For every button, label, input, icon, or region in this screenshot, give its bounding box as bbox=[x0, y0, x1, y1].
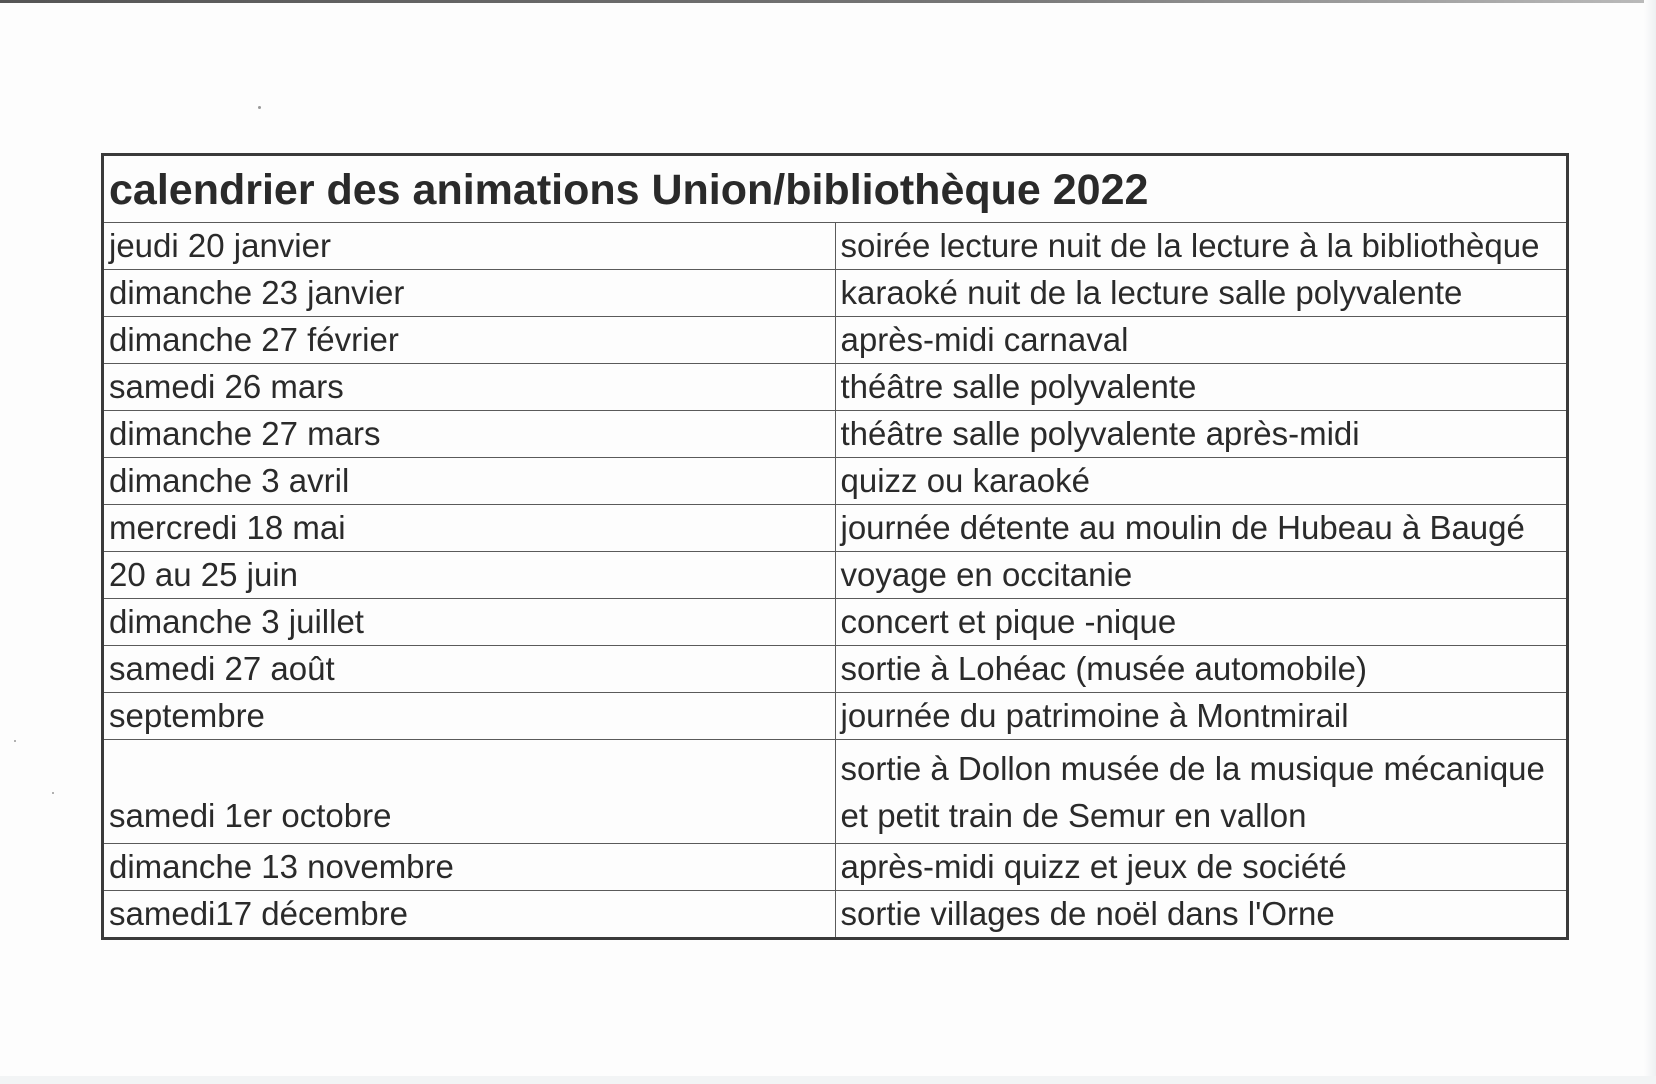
scan-speck bbox=[14, 740, 16, 742]
event-description: soirée lecture nuit de la lecture à la bibliothèque bbox=[835, 223, 1568, 270]
event-description: concert et pique -nique bbox=[835, 599, 1568, 646]
event-date: samedi 1er octobre bbox=[103, 740, 836, 844]
event-date: dimanche 23 janvier bbox=[103, 270, 836, 317]
event-description: sortie à Dollon musée de la musique mécanique et petit train de Semur en vallon bbox=[835, 740, 1568, 844]
event-date: dimanche 27 mars bbox=[103, 411, 836, 458]
event-description: karaoké nuit de la lecture salle polyvalente bbox=[835, 270, 1568, 317]
table-row bbox=[103, 844, 1568, 891]
event-description: quizz ou karaoké bbox=[835, 458, 1568, 505]
event-description: journée du patrimoine à Montmirail bbox=[835, 693, 1568, 740]
event-description: théâtre salle polyvalente bbox=[835, 364, 1568, 411]
event-description: journée détente au moulin de Hubeau à Baugé bbox=[835, 505, 1568, 552]
event-date: dimanche 3 juillet bbox=[103, 599, 836, 646]
table-row bbox=[103, 364, 1568, 411]
event-date: septembre bbox=[103, 693, 836, 740]
scan-right-edge bbox=[1644, 0, 1656, 1084]
table-row bbox=[103, 599, 1568, 646]
event-description: sortie villages de noël dans l'Orne bbox=[835, 891, 1568, 939]
event-date: dimanche 3 avril bbox=[103, 458, 836, 505]
event-date: samedi 26 mars bbox=[103, 364, 836, 411]
table-row bbox=[103, 411, 1568, 458]
event-description: théâtre salle polyvalente après-midi bbox=[835, 411, 1568, 458]
scan-bottom-edge bbox=[0, 1076, 1656, 1084]
table-row bbox=[103, 552, 1568, 599]
scan-speck bbox=[52, 792, 54, 794]
table-row bbox=[103, 891, 1568, 939]
event-date: samedi17 décembre bbox=[103, 891, 836, 939]
title-row bbox=[103, 155, 1568, 223]
scan-speck bbox=[258, 106, 261, 109]
table-row bbox=[103, 223, 1568, 270]
table-row bbox=[103, 505, 1568, 552]
event-date: dimanche 27 février bbox=[103, 317, 836, 364]
scan-top-edge bbox=[0, 0, 1656, 3]
table-row bbox=[103, 317, 1568, 364]
event-date: mercredi 18 mai bbox=[103, 505, 836, 552]
table-row bbox=[103, 458, 1568, 505]
table-row bbox=[103, 740, 1568, 844]
table-row bbox=[103, 693, 1568, 740]
table-row bbox=[103, 270, 1568, 317]
events-calendar-table bbox=[101, 153, 1569, 940]
event-description: voyage en occitanie bbox=[835, 552, 1568, 599]
event-date: 20 au 25 juin bbox=[103, 552, 836, 599]
table-row bbox=[103, 646, 1568, 693]
event-description: après-midi quizz et jeux de société bbox=[835, 844, 1568, 891]
event-date: dimanche 13 novembre bbox=[103, 844, 836, 891]
event-description: sortie à Lohéac (musée automobile) bbox=[835, 646, 1568, 693]
event-description: après-midi carnaval bbox=[835, 317, 1568, 364]
calendar-title: calendrier des animations Union/bibliothèque 2022 bbox=[103, 155, 1568, 223]
event-date: jeudi 20 janvier bbox=[103, 223, 836, 270]
event-date: samedi 27 août bbox=[103, 646, 836, 693]
